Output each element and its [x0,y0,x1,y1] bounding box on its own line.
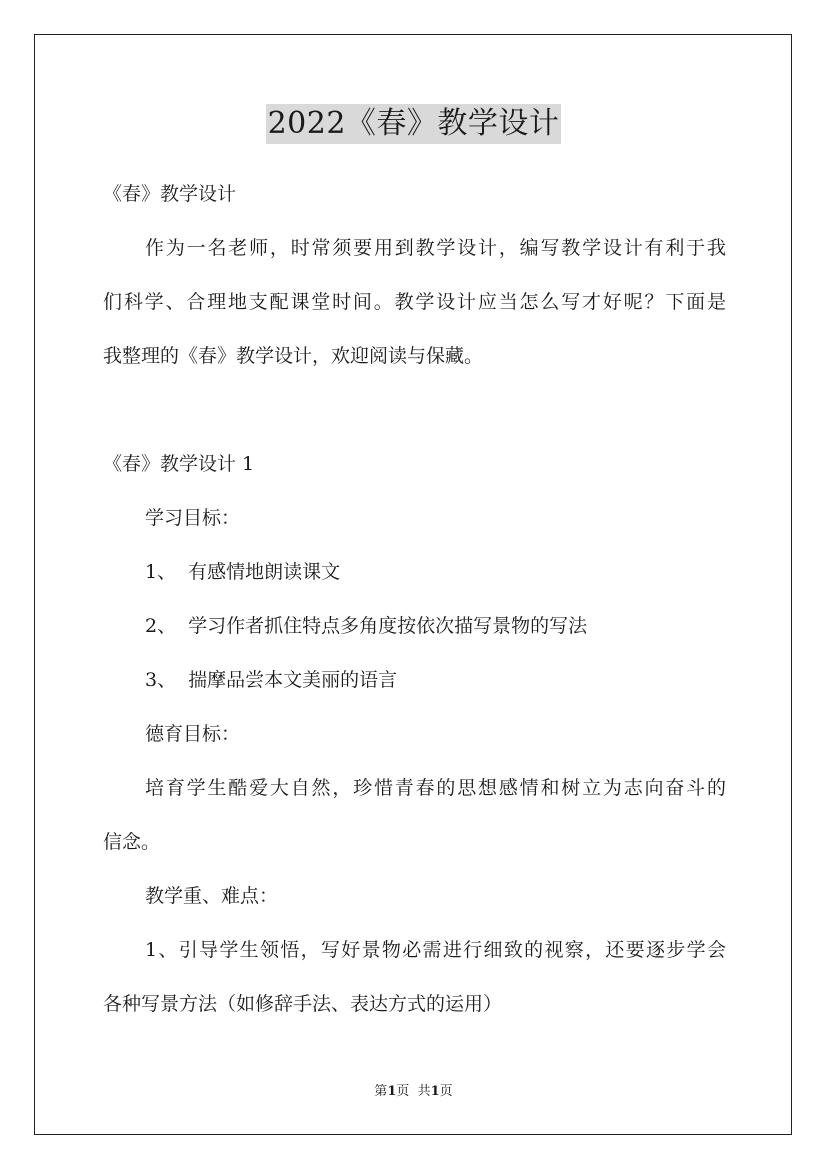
moral-heading: 德育目标： [145,723,241,745]
footer-suffix: 页 [439,1084,453,1099]
key-points-heading: 教学重、难点： [145,885,279,907]
section-title: 《春》教学设计 1 [103,453,255,475]
goals-heading: 学习目标： [145,507,241,529]
moral-line-2: 信念。 [103,831,161,853]
intro-line-3: 我整理的《春》教学设计，欢迎阅读与保藏。 [103,345,484,367]
moral-line-1: 培育学生酷爱大自然，珍惜青春的思想感情和树立为志向奋斗的 [145,777,726,799]
page-footer [0,1084,827,1100]
intro-line-1: 作为一名老师，时常须要用到教学设计，编写教学设计有利于我 [145,237,726,259]
goal-item-3: 3、 揣摩品尝本文美丽的语言 [145,669,398,691]
key-point-line-2: 各种写景方法（如修辞手法、表达方式的运用） [103,993,503,1015]
intro-line-2: 们科学、合理地支配课堂时间。教学设计应当怎么写才好呢？下面是 [103,291,726,313]
document-title [0,103,827,144]
key-point-line-1: 1、引导学生领悟，写好景物必需进行细致的视察，还要逐步学会 [145,939,726,961]
document-title-text: 2022《春》教学设计 [266,104,562,144]
footer-mid: 页 共 [396,1084,431,1099]
footer-current-page: 1 [387,1084,397,1099]
goal-item-2: 2、 学习作者抓住特点多角度按依次描写景物的写法 [145,615,588,637]
goal-item-1: 1、 有感情地朗读课文 [145,561,341,583]
footer-total-pages: 1 [430,1084,440,1099]
footer-prefix: 第 [374,1084,388,1099]
subtitle: 《春》教学设计 [103,183,237,205]
